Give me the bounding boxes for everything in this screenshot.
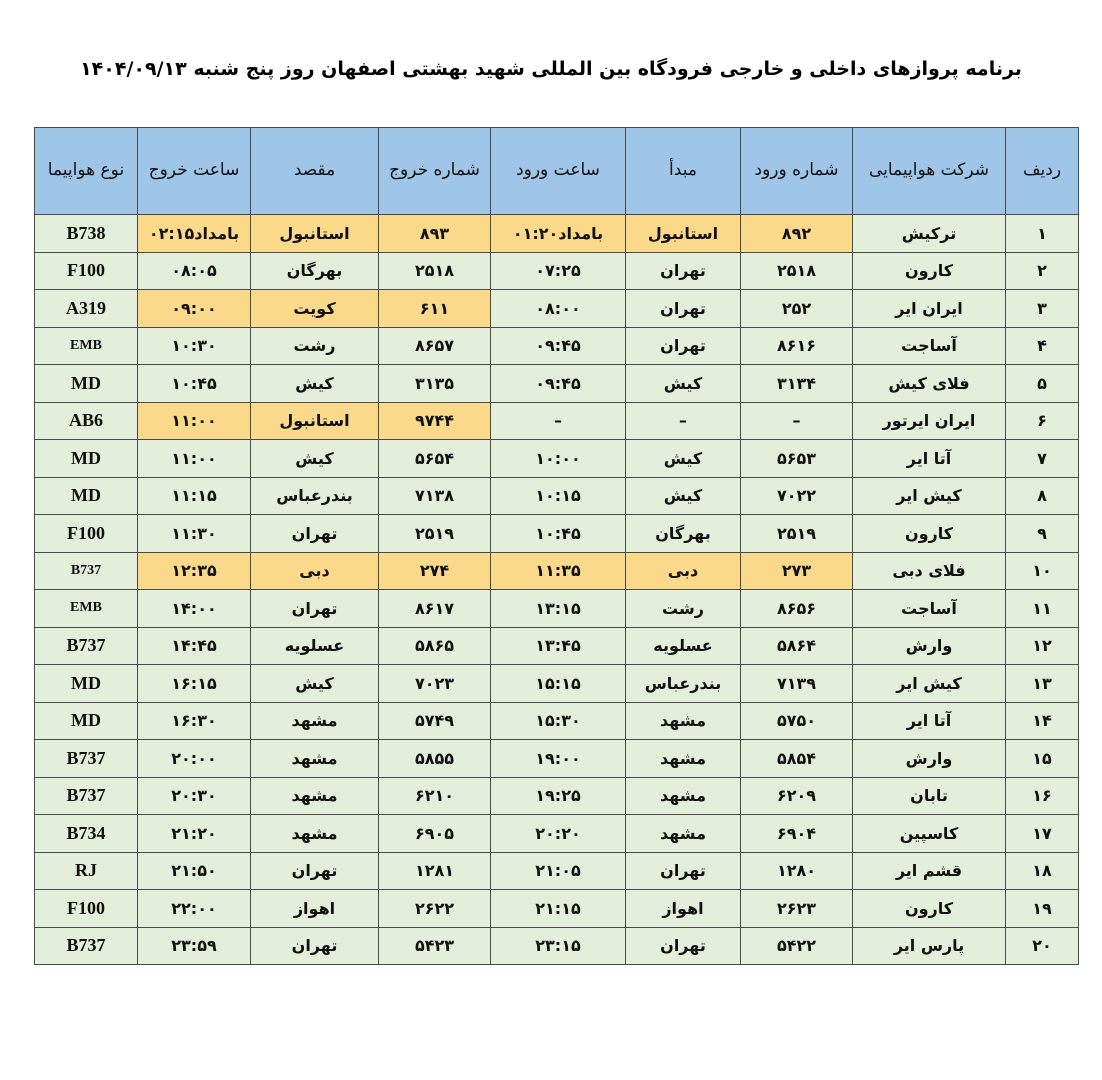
- cell-dest: اهواز: [251, 890, 379, 928]
- cell-type: MD: [35, 702, 138, 740]
- cell-airline: آساجت: [853, 327, 1006, 365]
- table-row: [35, 552, 1079, 590]
- cell-dep-no: ۲۵۱۸: [379, 252, 491, 290]
- cell-arr-time: ۰۱:۲۰بامداد: [491, 215, 626, 253]
- cell-arr-time: ۱۰:۰۰: [491, 440, 626, 478]
- cell-airline: تابان: [853, 777, 1006, 815]
- cell-airline: آتا ایر: [853, 440, 1006, 478]
- table-row: [35, 327, 1079, 365]
- cell-origin: بهرگان: [626, 515, 741, 553]
- cell-type: B737: [35, 627, 138, 665]
- cell-row: ۲۰: [1006, 927, 1079, 965]
- cell-type: F100: [35, 252, 138, 290]
- cell-dep-time: ۰۹:۰۰: [138, 290, 251, 328]
- cell-airline: کارون: [853, 515, 1006, 553]
- cell-arr-no: ۲۵۲: [741, 290, 853, 328]
- table-row: [35, 627, 1079, 665]
- cell-dep-time: ۲۰:۰۰: [138, 740, 251, 778]
- cell-airline: پارس ایر: [853, 927, 1006, 965]
- cell-airline: ایران ایر: [853, 290, 1006, 328]
- cell-origin: تهران: [626, 327, 741, 365]
- cell-arr-time: ۲۱:۰۵: [491, 852, 626, 890]
- cell-airline: کیش ایر: [853, 477, 1006, 515]
- cell-row: ۶: [1006, 402, 1079, 440]
- table-row: [35, 740, 1079, 778]
- cell-origin: مشهد: [626, 815, 741, 853]
- cell-dep-no: ۷۱۳۸: [379, 477, 491, 515]
- table-row: [35, 590, 1079, 628]
- cell-airline: قشم ایر: [853, 852, 1006, 890]
- cell-dep-no: ۱۲۸۱: [379, 852, 491, 890]
- cell-type: A319: [35, 290, 138, 328]
- cell-dep-no: ۶۲۱۰: [379, 777, 491, 815]
- cell-arr-no: ۲۵۱۸: [741, 252, 853, 290]
- cell-origin: مشهد: [626, 740, 741, 778]
- cell-type: MD: [35, 365, 138, 403]
- cell-arr-time: ۱۳:۴۵: [491, 627, 626, 665]
- cell-row: ۱۶: [1006, 777, 1079, 815]
- cell-dep-time: ۱۶:۱۵: [138, 665, 251, 703]
- cell-origin: تهران: [626, 290, 741, 328]
- cell-arr-no: ۵۷۵۰: [741, 702, 853, 740]
- cell-row: ۹: [1006, 515, 1079, 553]
- cell-dep-no: ۶۹۰۵: [379, 815, 491, 853]
- cell-origin: مشهد: [626, 702, 741, 740]
- cell-row: ۱۳: [1006, 665, 1079, 703]
- table-row: [35, 477, 1079, 515]
- cell-dest: عسلویه: [251, 627, 379, 665]
- cell-type: B737: [35, 927, 138, 965]
- cell-type: B737: [35, 740, 138, 778]
- cell-origin: عسلویه: [626, 627, 741, 665]
- cell-type: F100: [35, 515, 138, 553]
- cell-row: ۱۲: [1006, 627, 1079, 665]
- column-header-dep-no: شماره خروج: [379, 128, 491, 215]
- cell-arr-no: ۵۸۶۴: [741, 627, 853, 665]
- cell-row: ۱۴: [1006, 702, 1079, 740]
- cell-airline: آساجت: [853, 590, 1006, 628]
- table-row: [35, 440, 1079, 478]
- cell-dep-time: ۱۴:۰۰: [138, 590, 251, 628]
- cell-arr-no: ۲۷۳: [741, 552, 853, 590]
- cell-airline: فلای دبی: [853, 552, 1006, 590]
- cell-airline: وارش: [853, 627, 1006, 665]
- cell-origin: مشهد: [626, 777, 741, 815]
- cell-dest: مشهد: [251, 777, 379, 815]
- cell-arr-time: ۰۸:۰۰: [491, 290, 626, 328]
- cell-arr-time: ۰۹:۴۵: [491, 327, 626, 365]
- cell-dest: تهران: [251, 852, 379, 890]
- table-row: [35, 815, 1079, 853]
- cell-dest: کیش: [251, 440, 379, 478]
- cell-arr-no: ۶۲۰۹: [741, 777, 853, 815]
- cell-dep-time: ۲۱:۵۰: [138, 852, 251, 890]
- column-header-row: ردیف: [1006, 128, 1079, 215]
- table-row: [35, 515, 1079, 553]
- cell-dep-time: ۲۲:۰۰: [138, 890, 251, 928]
- cell-type: EMB: [35, 327, 138, 365]
- cell-arr-time: ۰۷:۲۵: [491, 252, 626, 290]
- table-row: [35, 852, 1079, 890]
- cell-dest: کویت: [251, 290, 379, 328]
- cell-origin: استانبول: [626, 215, 741, 253]
- cell-dep-time: ۱۱:۰۰: [138, 440, 251, 478]
- cell-dest: تهران: [251, 515, 379, 553]
- cell-dest: بندرعباس: [251, 477, 379, 515]
- column-header-dest: مقصد: [251, 128, 379, 215]
- cell-dest: مشهد: [251, 702, 379, 740]
- cell-dep-no: ۷۰۲۳: [379, 665, 491, 703]
- cell-type: F100: [35, 890, 138, 928]
- cell-arr-no: ۵۸۵۴: [741, 740, 853, 778]
- cell-type: MD: [35, 665, 138, 703]
- header-row: [35, 128, 1079, 215]
- table-row: [35, 777, 1079, 815]
- column-header-origin: مبدأ: [626, 128, 741, 215]
- cell-airline: آتا ایر: [853, 702, 1006, 740]
- cell-dep-time: ۲۰:۳۰: [138, 777, 251, 815]
- cell-airline: کارون: [853, 890, 1006, 928]
- cell-arr-no: ۷۱۳۹: [741, 665, 853, 703]
- cell-row: ۷: [1006, 440, 1079, 478]
- cell-airline: فلای کیش: [853, 365, 1006, 403]
- cell-dep-time: ۱۱:۰۰: [138, 402, 251, 440]
- cell-dest: تهران: [251, 927, 379, 965]
- cell-arr-no: ۲۶۲۳: [741, 890, 853, 928]
- cell-type: B734: [35, 815, 138, 853]
- cell-origin: کیش: [626, 365, 741, 403]
- cell-arr-time: ۱۱:۳۵: [491, 552, 626, 590]
- cell-arr-time: ۲۰:۲۰: [491, 815, 626, 853]
- table-row: [35, 665, 1079, 703]
- cell-origin: رشت: [626, 590, 741, 628]
- cell-dep-no: ۸۶۵۷: [379, 327, 491, 365]
- column-header-airline: شرکت هواپیمایی: [853, 128, 1006, 215]
- cell-dep-no: ۸۹۳: [379, 215, 491, 253]
- table-row: [35, 290, 1079, 328]
- cell-dep-time: ۰۸:۰۵: [138, 252, 251, 290]
- column-header-dep-time: ساعت خروج: [138, 128, 251, 215]
- cell-arr-time: ۱۵:۱۵: [491, 665, 626, 703]
- cell-dest: دبی: [251, 552, 379, 590]
- cell-arr-no: ۳۱۳۴: [741, 365, 853, 403]
- cell-dep-no: ۲۷۴: [379, 552, 491, 590]
- cell-row: ۱۹: [1006, 890, 1079, 928]
- cell-arr-time: ۲۱:۱۵: [491, 890, 626, 928]
- cell-airline: کیش ایر: [853, 665, 1006, 703]
- cell-arr-no: ۷۰۲۲: [741, 477, 853, 515]
- cell-arr-no: ۶۹۰۴: [741, 815, 853, 853]
- cell-arr-time: ۲۳:۱۵: [491, 927, 626, 965]
- cell-dep-no: ۵۸۶۵: [379, 627, 491, 665]
- cell-dep-time: ۱۶:۳۰: [138, 702, 251, 740]
- cell-dep-no: ۲۶۲۲: [379, 890, 491, 928]
- cell-row: ۳: [1006, 290, 1079, 328]
- cell-arr-time: ۱۰:۱۵: [491, 477, 626, 515]
- cell-row: ۱۵: [1006, 740, 1079, 778]
- cell-arr-no: ۲۵۱۹: [741, 515, 853, 553]
- cell-row: ۴: [1006, 327, 1079, 365]
- cell-dep-no: ۵۶۵۴: [379, 440, 491, 478]
- table-row: [35, 402, 1079, 440]
- cell-dep-time: ۲۱:۲۰: [138, 815, 251, 853]
- cell-row: ۱۱: [1006, 590, 1079, 628]
- cell-arr-no: ۸۹۲: [741, 215, 853, 253]
- cell-arr-time: ۰۹:۴۵: [491, 365, 626, 403]
- cell-dep-time: ۱۱:۳۰: [138, 515, 251, 553]
- cell-airline: کاسپین: [853, 815, 1006, 853]
- column-header-type: نوع هواپیما: [35, 128, 138, 215]
- cell-arr-no: ۱۲۸۰: [741, 852, 853, 890]
- cell-arr-time: ۱۵:۳۰: [491, 702, 626, 740]
- cell-origin: تهران: [626, 927, 741, 965]
- cell-origin: دبی: [626, 552, 741, 590]
- cell-arr-time: –: [491, 402, 626, 440]
- cell-origin: –: [626, 402, 741, 440]
- cell-origin: کیش: [626, 477, 741, 515]
- cell-type: B738: [35, 215, 138, 253]
- table-row: [35, 890, 1079, 928]
- cell-dest: تهران: [251, 590, 379, 628]
- cell-dep-no: ۵۷۴۹: [379, 702, 491, 740]
- cell-origin: تهران: [626, 852, 741, 890]
- cell-dep-time: ۱۰:۴۵: [138, 365, 251, 403]
- cell-airline: وارش: [853, 740, 1006, 778]
- cell-row: ۸: [1006, 477, 1079, 515]
- cell-row: ۱۸: [1006, 852, 1079, 890]
- cell-arr-time: ۱۹:۰۰: [491, 740, 626, 778]
- cell-row: ۲: [1006, 252, 1079, 290]
- cell-dest: استانبول: [251, 402, 379, 440]
- cell-row: ۱: [1006, 215, 1079, 253]
- column-header-arr-no: شماره ورود: [741, 128, 853, 215]
- cell-arr-time: ۱۰:۴۵: [491, 515, 626, 553]
- cell-arr-no: ۵۴۲۲: [741, 927, 853, 965]
- cell-dest: مشهد: [251, 740, 379, 778]
- flight-schedule-table: [34, 127, 1079, 965]
- cell-dest: بهرگان: [251, 252, 379, 290]
- cell-dep-no: ۵۴۲۳: [379, 927, 491, 965]
- cell-origin: اهواز: [626, 890, 741, 928]
- cell-dest: مشهد: [251, 815, 379, 853]
- cell-arr-time: ۱۹:۲۵: [491, 777, 626, 815]
- cell-arr-no: ۸۶۱۶: [741, 327, 853, 365]
- cell-dep-no: ۳۱۳۵: [379, 365, 491, 403]
- table-row: [35, 215, 1079, 253]
- cell-arr-no: ۸۶۵۶: [741, 590, 853, 628]
- cell-arr-time: ۱۳:۱۵: [491, 590, 626, 628]
- page-title: برنامه پروازهای داخلی و خارجی فرودگاه بین المللی شهید بهشتی اصفهان روز پنج شنبه ۱۴۰۴/۰۹/۱۳: [80, 58, 1022, 80]
- cell-dep-time: ۱۱:۱۵: [138, 477, 251, 515]
- cell-dep-no: ۵۸۵۵: [379, 740, 491, 778]
- cell-origin: تهران: [626, 252, 741, 290]
- cell-airline: کارون: [853, 252, 1006, 290]
- cell-type: B737: [35, 777, 138, 815]
- cell-dep-no: ۲۵۱۹: [379, 515, 491, 553]
- cell-row: ۵: [1006, 365, 1079, 403]
- cell-dest: کیش: [251, 665, 379, 703]
- cell-dest: کیش: [251, 365, 379, 403]
- cell-dep-time: ۱۲:۳۵: [138, 552, 251, 590]
- cell-type: EMB: [35, 590, 138, 628]
- cell-arr-no: ۵۶۵۳: [741, 440, 853, 478]
- table-row: [35, 702, 1079, 740]
- cell-origin: بندرعباس: [626, 665, 741, 703]
- cell-origin: کیش: [626, 440, 741, 478]
- cell-dep-time: ۰۲:۱۵بامداد: [138, 215, 251, 253]
- table-row: [35, 252, 1079, 290]
- cell-type: AB6: [35, 402, 138, 440]
- cell-airline: ایران ایرتور: [853, 402, 1006, 440]
- cell-dep-no: ۹۷۴۴: [379, 402, 491, 440]
- cell-type: MD: [35, 477, 138, 515]
- cell-type: B737: [35, 552, 138, 590]
- cell-dep-no: ۸۶۱۷: [379, 590, 491, 628]
- cell-dep-time: ۱۰:۳۰: [138, 327, 251, 365]
- cell-row: ۱۷: [1006, 815, 1079, 853]
- cell-dep-time: ۱۴:۴۵: [138, 627, 251, 665]
- column-header-arr-time: ساعت ورود: [491, 128, 626, 215]
- cell-dest: استانبول: [251, 215, 379, 253]
- cell-dep-time: ۲۳:۵۹: [138, 927, 251, 965]
- table-row: [35, 365, 1079, 403]
- cell-airline: ترکیش: [853, 215, 1006, 253]
- cell-type: MD: [35, 440, 138, 478]
- cell-row: ۱۰: [1006, 552, 1079, 590]
- cell-type: RJ: [35, 852, 138, 890]
- cell-arr-no: –: [741, 402, 853, 440]
- table-row: [35, 927, 1079, 965]
- cell-dest: رشت: [251, 327, 379, 365]
- cell-dep-no: ۶۱۱: [379, 290, 491, 328]
